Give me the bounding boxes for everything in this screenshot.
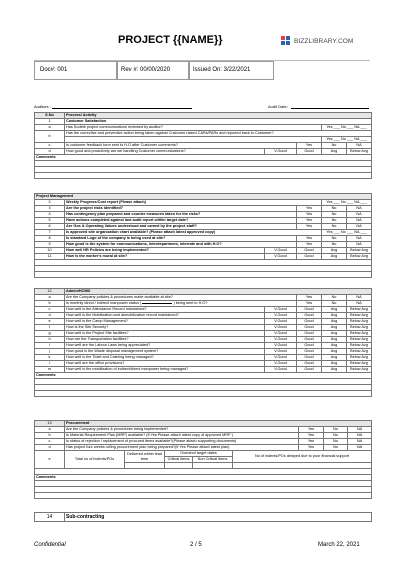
- option-below-avg[interactable]: Below Avg: [347, 367, 372, 373]
- question: Are the project risks identified?: [65, 206, 297, 212]
- spacer-row: [35, 272, 372, 278]
- option-good[interactable]: Good: [297, 349, 322, 355]
- option-good[interactable]: Good: [297, 331, 322, 337]
- option-na[interactable]: NA: [347, 295, 372, 301]
- process-header: Process/ Activity: [65, 113, 372, 119]
- row-key: e: [35, 451, 65, 469]
- option-good[interactable]: Good: [297, 355, 322, 361]
- option-avg[interactable]: Avg: [322, 355, 347, 361]
- option-no[interactable]: No: [322, 295, 347, 301]
- footer-date: March 22, 2021: [318, 542, 360, 548]
- option-below-avg[interactable]: Below Avg: [347, 355, 372, 361]
- option-na[interactable]: NA: [347, 242, 372, 248]
- row-key: c: [35, 143, 65, 149]
- row-key: j: [35, 349, 65, 355]
- answer-checkboxes[interactable]: Yes ___ No ___ NA ___: [322, 230, 372, 236]
- option-yes[interactable]: Yes: [297, 218, 322, 224]
- row-key: g: [35, 331, 65, 337]
- section-title: Procurement: [65, 421, 372, 427]
- comments-field[interactable]: [35, 391, 372, 397]
- option-avg[interactable]: Avg: [322, 343, 347, 349]
- question: How well is the Attendance Record maintained?: [65, 307, 265, 313]
- question: Has the corrective and preventive action being taken against Customer raised CARs/PARs and reported back to Customer?: [65, 131, 372, 137]
- section-title: Project Management: [35, 194, 372, 200]
- comments-label: Comments: [35, 155, 372, 161]
- option-na[interactable]: NA: [347, 224, 372, 230]
- option-no[interactable]: No: [322, 206, 347, 212]
- option-vgood[interactable]: V.Good: [265, 319, 297, 325]
- option-below-avg[interactable]: Below Avg: [347, 313, 372, 319]
- option-good[interactable]: Good: [297, 367, 322, 373]
- answer-checkboxes[interactable]: Yes ___ No ___ NA ___: [322, 137, 372, 143]
- section-title: Sub-contracting: [65, 513, 372, 522]
- row-key: c: [35, 439, 65, 445]
- option-na[interactable]: NA: [347, 212, 372, 218]
- option-avg[interactable]: Avg: [322, 361, 347, 367]
- option-avg[interactable]: Avg: [322, 254, 347, 260]
- row-key: k: [35, 355, 65, 361]
- row-key: b: [35, 433, 65, 439]
- option-yes[interactable]: Yes: [297, 236, 322, 242]
- option-na[interactable]: NA: [348, 427, 372, 433]
- option-vgood[interactable]: V.Good: [265, 325, 297, 331]
- option-yes[interactable]: Yes: [297, 143, 322, 149]
- option-vgood[interactable]: V.Good: [265, 361, 297, 367]
- delivered-lead-time-label: Delivered within lead time: [125, 451, 165, 463]
- option-below-avg[interactable]: Below Avg: [347, 254, 372, 260]
- option-na[interactable]: NA: [347, 143, 372, 149]
- question: How well is the Mobilization and demobilization record maintained?: [65, 313, 265, 319]
- option-no[interactable]: No: [324, 445, 348, 451]
- option-avg[interactable]: Avg: [322, 319, 347, 325]
- question: Is status of rejection / replacement of procured items available?(Please attach supporting documents): [65, 439, 299, 445]
- row-key: b: [35, 301, 65, 307]
- option-yes[interactable]: Yes: [297, 224, 322, 230]
- option-good[interactable]: Good: [297, 361, 322, 367]
- comments-field[interactable]: [35, 173, 372, 179]
- option-below-avg[interactable]: Below Avg: [347, 319, 372, 325]
- option-yes[interactable]: Yes: [299, 439, 324, 445]
- row-key: 5: [35, 218, 65, 224]
- question-continued: ) being sent to H.O?: [173, 301, 208, 306]
- row-key: a: [35, 295, 65, 301]
- row-key: m: [35, 367, 65, 373]
- option-no[interactable]: No: [324, 427, 348, 433]
- logo-icon: [281, 36, 291, 46]
- row-key: d: [35, 445, 65, 451]
- project-management-table: [34, 193, 372, 278]
- section-title: Customer Satisfaction: [65, 119, 372, 125]
- logo-text: BIZZLIBRARY.COM: [294, 37, 354, 45]
- question: Is standard Logo of the company is being used at site?: [65, 236, 297, 242]
- row-key: a: [35, 427, 65, 433]
- option-na[interactable]: NA: [347, 206, 372, 212]
- question: How is the worker's moral at site?: [65, 254, 265, 260]
- option-na[interactable]: NA: [347, 218, 372, 224]
- option-good[interactable]: Good: [297, 337, 322, 343]
- option-avg[interactable]: Avg: [322, 331, 347, 337]
- row-key: 11: [35, 254, 65, 260]
- option-no[interactable]: No: [322, 236, 347, 242]
- question: How well is the Tiolet and Catering being managed?: [65, 355, 265, 361]
- sno-header: S.No: [35, 113, 65, 119]
- option-vgood[interactable]: V.Good: [265, 313, 297, 319]
- option-vgood[interactable]: V.Good: [265, 367, 297, 373]
- question: How good and proactively are we handling Customer communications?: [65, 149, 265, 155]
- auditors-field[interactable]: [52, 108, 192, 109]
- revision: Rev #: 00/00/2020: [121, 67, 171, 73]
- row-key: e: [35, 319, 65, 325]
- option-below-avg[interactable]: Below Avg: [347, 337, 372, 343]
- row-key: 7: [35, 230, 65, 236]
- question: How well is the Camp Management?: [65, 319, 265, 325]
- option-vgood[interactable]: V.Good: [265, 355, 297, 361]
- option-vgood[interactable]: V.Good: [265, 337, 297, 343]
- option-vgood[interactable]: V.Good: [265, 331, 297, 337]
- row-key: 6: [35, 224, 65, 230]
- option-yes[interactable]: Yes: [297, 206, 322, 212]
- row-key: f: [35, 325, 65, 331]
- option-below-avg[interactable]: Below Avg: [347, 343, 372, 349]
- question: Weekly Progress/Cost report (Please attach): [65, 200, 322, 206]
- page-title: PROJECT {{NAME}}: [118, 34, 223, 46]
- option-na[interactable]: NA: [347, 236, 372, 242]
- option-good[interactable]: Good: [297, 254, 322, 260]
- row-key: 9: [35, 242, 65, 248]
- audit-date-field[interactable]: [291, 108, 369, 109]
- question: Is Material Requirement Plan (MRP) available? (If Yes Please attach latest copy of approved MRP ): [65, 433, 299, 439]
- question: Is approved site organization chart available? (Please attach latest approved copy): [65, 230, 322, 236]
- footer-confidential: Confidential: [34, 542, 66, 548]
- option-below-avg[interactable]: Below Avg: [347, 361, 372, 367]
- option-avg[interactable]: Avg: [322, 149, 347, 155]
- option-no[interactable]: No: [322, 143, 347, 149]
- row-key: l: [35, 361, 65, 367]
- option-avg[interactable]: Avg: [322, 367, 347, 373]
- option-na[interactable]: NA: [348, 433, 372, 439]
- question: Are the Company policies & procedures made available at site?: [65, 295, 297, 301]
- option-yes[interactable]: Yes: [297, 295, 322, 301]
- option-below-avg[interactable]: Below Avg: [347, 349, 372, 355]
- comments-field[interactable]: [35, 493, 372, 499]
- footer-page-number: 2 / 5: [190, 542, 202, 548]
- option-no[interactable]: No: [322, 224, 347, 230]
- section-number: 14: [35, 513, 65, 522]
- option-avg[interactable]: Avg: [322, 248, 347, 254]
- option-avg[interactable]: Avg: [322, 337, 347, 343]
- option-vgood[interactable]: V.Good: [265, 248, 297, 254]
- row-key: 3: [35, 206, 65, 212]
- logo: [281, 36, 353, 46]
- option-no[interactable]: No: [324, 433, 348, 439]
- option-na[interactable]: NA: [348, 439, 372, 445]
- row-key: c: [35, 307, 65, 313]
- question: How are the Transportation facilities?: [65, 337, 265, 343]
- customer-satisfaction-table: [34, 112, 372, 179]
- issued-on: Issued On: 3/22/2021: [193, 67, 251, 73]
- option-good[interactable]: Good: [297, 319, 322, 325]
- option-good[interactable]: Good: [297, 248, 322, 254]
- option-below-avg[interactable]: Below Avg: [347, 325, 372, 331]
- critical-items-label: Critical items: [165, 457, 193, 463]
- admin-hcmd-table: [34, 288, 372, 397]
- row-key: d: [35, 149, 65, 155]
- option-na[interactable]: NA: [347, 301, 372, 307]
- row-key: a: [35, 125, 65, 131]
- row-key: h: [35, 337, 65, 343]
- question: Is monthly direct / indirect manpower status (: [66, 301, 142, 306]
- total-indents-label: Total no of indents/POs: [65, 451, 125, 469]
- option-vgood[interactable]: V.Good: [265, 343, 297, 349]
- manpower-status-field[interactable]: [142, 303, 172, 304]
- option-below-avg[interactable]: Below Avg: [347, 149, 372, 155]
- option-yes[interactable]: Yes: [297, 242, 322, 248]
- delayed-indents-label: No of indents/POs delayed due to poor financial support: [233, 451, 372, 463]
- section-title: Admin/HCMD: [65, 289, 372, 295]
- section-number: 13: [35, 421, 65, 427]
- option-good[interactable]: Good: [297, 307, 322, 313]
- question: How well are the Labour Laws being appreciated?: [65, 343, 265, 349]
- option-avg[interactable]: Avg: [322, 325, 347, 331]
- row-key: 2: [35, 200, 65, 206]
- option-vgood[interactable]: V.Good: [265, 307, 297, 313]
- doc-number: Doc#: 001: [40, 67, 68, 73]
- option-no[interactable]: No: [322, 218, 347, 224]
- row-key: 10: [35, 248, 65, 254]
- question: Have actions completed against last audit report within target date?: [65, 218, 297, 224]
- auditors-label: Auditors :: [34, 104, 51, 109]
- section-number: 1: [35, 119, 65, 125]
- row-key: d: [35, 313, 65, 319]
- option-vgood[interactable]: V.Good: [265, 349, 297, 355]
- question: Are Gos & Operating Values understood and owned by the project staff?: [65, 224, 297, 230]
- question: How well is the mobilization of indirect/direct manpower being managed?: [65, 367, 265, 373]
- option-good[interactable]: Good: [297, 325, 322, 331]
- option-below-avg[interactable]: Below Avg: [347, 307, 372, 313]
- question: Are the Company policies & procedures being implemented?: [65, 427, 299, 433]
- sub-contracting-table: [34, 512, 372, 522]
- option-no[interactable]: No: [324, 439, 348, 445]
- option-no[interactable]: No: [322, 212, 347, 218]
- option-na[interactable]: NA: [348, 445, 372, 451]
- section-number: 12: [35, 289, 65, 295]
- row-key: 4: [35, 212, 65, 218]
- option-vgood[interactable]: V.Good: [265, 149, 297, 155]
- option-avg[interactable]: Avg: [322, 307, 347, 313]
- question: How well are the office provisions?: [65, 361, 265, 367]
- option-yes[interactable]: Yes: [297, 301, 322, 307]
- answer-checkboxes[interactable]: Yes ___ No ___ NA ___: [322, 125, 372, 131]
- question: Has project four weeks rolling procurement plan being prepared?(If Yes Please attach latest plan): [65, 445, 299, 451]
- option-no[interactable]: No: [322, 242, 347, 248]
- question: Has contingency plan prepared and counter measures taken for the risks?: [65, 212, 297, 218]
- comments-label: Comments: [35, 475, 372, 481]
- question: How well HR Policies are being implemented?: [65, 248, 265, 254]
- option-yes[interactable]: Yes: [297, 212, 322, 218]
- option-yes[interactable]: Yes: [299, 427, 324, 433]
- comments-label: Comments: [35, 373, 372, 379]
- option-below-avg[interactable]: Below Avg: [347, 331, 372, 337]
- option-vgood[interactable]: V.Good: [265, 254, 297, 260]
- row-key: i: [35, 343, 65, 349]
- procurement-table: [34, 420, 372, 499]
- overshot-label: Overshot target dates: [165, 451, 233, 457]
- question: Is customer feedback form sent to H.O after Customer comments?: [65, 143, 297, 149]
- option-below-avg[interactable]: Below Avg: [347, 248, 372, 254]
- option-yes[interactable]: Yes: [299, 433, 324, 439]
- row-key: b: [35, 131, 65, 143]
- question: Has Sodete project communications reviewed by auditor?: [65, 125, 322, 131]
- audit-date-label: Audit Date:: [268, 104, 288, 109]
- question: How good is the Waste disposal management system?: [65, 349, 265, 355]
- row-key: 8: [35, 236, 65, 242]
- option-good[interactable]: Good: [297, 149, 322, 155]
- option-good[interactable]: Good: [297, 343, 322, 349]
- option-yes[interactable]: Yes: [299, 445, 324, 451]
- non-critical-items-label: Non Critical items: [193, 457, 233, 463]
- question: How well is the Project Site facilities?: [65, 331, 265, 337]
- option-avg[interactable]: Avg: [322, 313, 347, 319]
- question: How is the Site Security?: [65, 325, 265, 331]
- question: How good is the system for communications, interdepartment, interrate and with H.O?: [65, 242, 297, 248]
- option-no[interactable]: No: [322, 301, 347, 307]
- option-avg[interactable]: Avg: [322, 349, 347, 355]
- answer-checkboxes[interactable]: Yes ___ No ___ NA ___: [322, 200, 372, 206]
- option-good[interactable]: Good: [297, 313, 322, 319]
